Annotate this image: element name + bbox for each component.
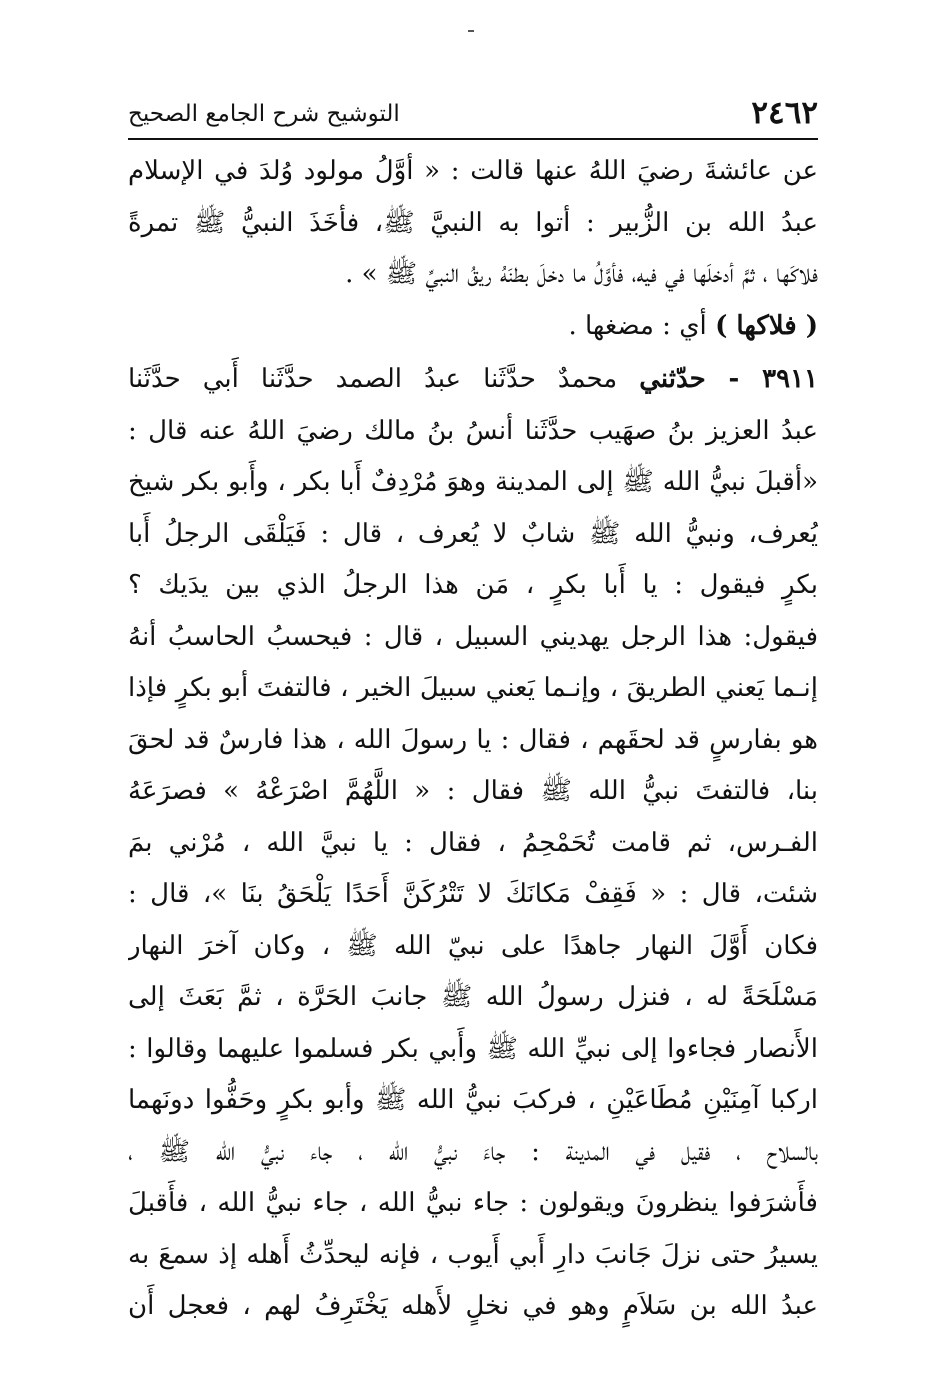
text-line: فكان أَوَّلَ النهار جاهدًا على نبيّ الله ﷺ ، وكان آخرَ النهار (128, 930, 818, 961)
text-line: بنا، فالتفتَ نبيُّ الله ﷺ فقال : « اللَّهُمَّ اصْرَعْهُ » فصرَعَهُ (128, 776, 818, 806)
text-line: فلاكَها ، ثمَّ أدخلَها في فيه، فأوَّلُ ما دخلَ بطنَهُ ريقُ النبيِّ ﷺ » . (345, 259, 818, 289)
text-line: الأَنصار فجاءوا إلى نبيِّ الله ﷺ وأَبي بكر فسلموا عليهما وقالوا : (128, 1033, 818, 1064)
text-line: عبدُ الله بن الزُّبير : أتوا به النبيَّ ﷺ، فأخَذَ النبيُّ ﷺ تمرةً (128, 207, 818, 238)
top-mark (468, 30, 474, 32)
header-divider (128, 138, 818, 140)
text-line: «أقبلَ نبيُّ الله ﷺ إلى المدينة وهوَ مُرْدِفٌ أَبا بكر ، وأَبو بكر شيخ (128, 467, 818, 497)
text-line: فأَشرَفوا ينظرونَ ويقولون : جاء نبيُّ الله ، جاء نبيُّ الله ، فأَقبلَ (128, 1188, 818, 1218)
text-line: عن عائشةَ رضيَ اللهُ عنها قالت : « أوَّلُ مولود وُلدَ في الإسلام (128, 156, 818, 186)
text-line: عبدُ الله بن سَلاَمٍ وهو في نخلٍ لأَهله يَخْتَرِفُ لهم ، فعجل أَن (128, 1291, 818, 1321)
text-line: الفـرس، ثم قامت تُحَمْحِمُ ، فقال : يا نبيَّ الله ، مُرْني بمَ (128, 827, 818, 858)
page-header (128, 92, 818, 134)
hadith-first-line (128, 354, 818, 406)
text-line: بكرٍ فيقول : يا أَبا بكرٍ ، مَن هذا الرجلُ الذي بين يدَيك ؟ (128, 570, 818, 600)
body-text (128, 146, 818, 1333)
page-number: ٢٤٦٢ (751, 95, 818, 131)
gloss-term: ( فلاكها ) (715, 310, 818, 341)
gloss-text: أي : مضغها . (568, 310, 716, 341)
text-line: إنـما يَعني الطريقَ ، وإنـما يَعني سبيلَ الخير ، فالتفتَ أبو بكرٍ فإذا (128, 673, 818, 703)
text-line: مَسْلَحَةً له ، فنزل رسولُ الله ﷺ جانبَ الحَرَّة ، ثمَّ بَعَثَ إلى (128, 982, 818, 1012)
hadith-first-line-text: محمدٌ حدَّثَنا عبدُ الصمد حدَّثَنا أَبي حدَّثَنا (128, 364, 640, 394)
text-line: عبدُ العزيز بنُ صهَيب حدَّثَنا أنسُ بنُ مالك رضيَ اللهُ عنه قال : (128, 415, 818, 446)
text-line: هو بفارسٍ قد لحقَهم ، فقال : يا رسولَ الله ، هذا فارسٌ قد لحقَ (128, 724, 818, 755)
text-line: يُعرف، ونبيُّ الله ﷺ شابٌ لا يُعرف ، قال : فَيَلْقَى الرجلُ أَبا (128, 518, 818, 549)
text-line: شئت، قال : « فَقِفْ مَكانَكَ لا تَتْرُكَنَّ أَحَدًا يَلْحَقُ بنَا »، قال : (128, 879, 818, 909)
hadith-intro: - حدّثني (639, 364, 763, 394)
hadith-number: ٣٩١١ (762, 364, 818, 394)
text-line: يسيرُ حتى نزلَ جَانبَ دارِ أَبي أَيوب ، فإنه ليحدِّثُ أَهله إذ سمعَ به (128, 1239, 818, 1270)
text-line: بالسلاح ، فقيل في المدينة : جاءَ نبيُّ الله ، جاء نبيُّ الله ﷺ ، (128, 1136, 818, 1167)
gloss-line (128, 301, 818, 353)
text-line: فيقول: هذا الرجل يهديني السبيل ، قال : فيحسبُ الحاسبُ أنهُ (128, 621, 818, 652)
text-line: اركبا آمِنَيْنِ مُطَاعَيْنِ ، فركبَ نبيُّ الله ﷺ وأبو بكرٍ وحَفُّوا دونَهما (128, 1085, 818, 1115)
running-title: التوشيح شرح الجامع الصحيح (128, 101, 400, 127)
